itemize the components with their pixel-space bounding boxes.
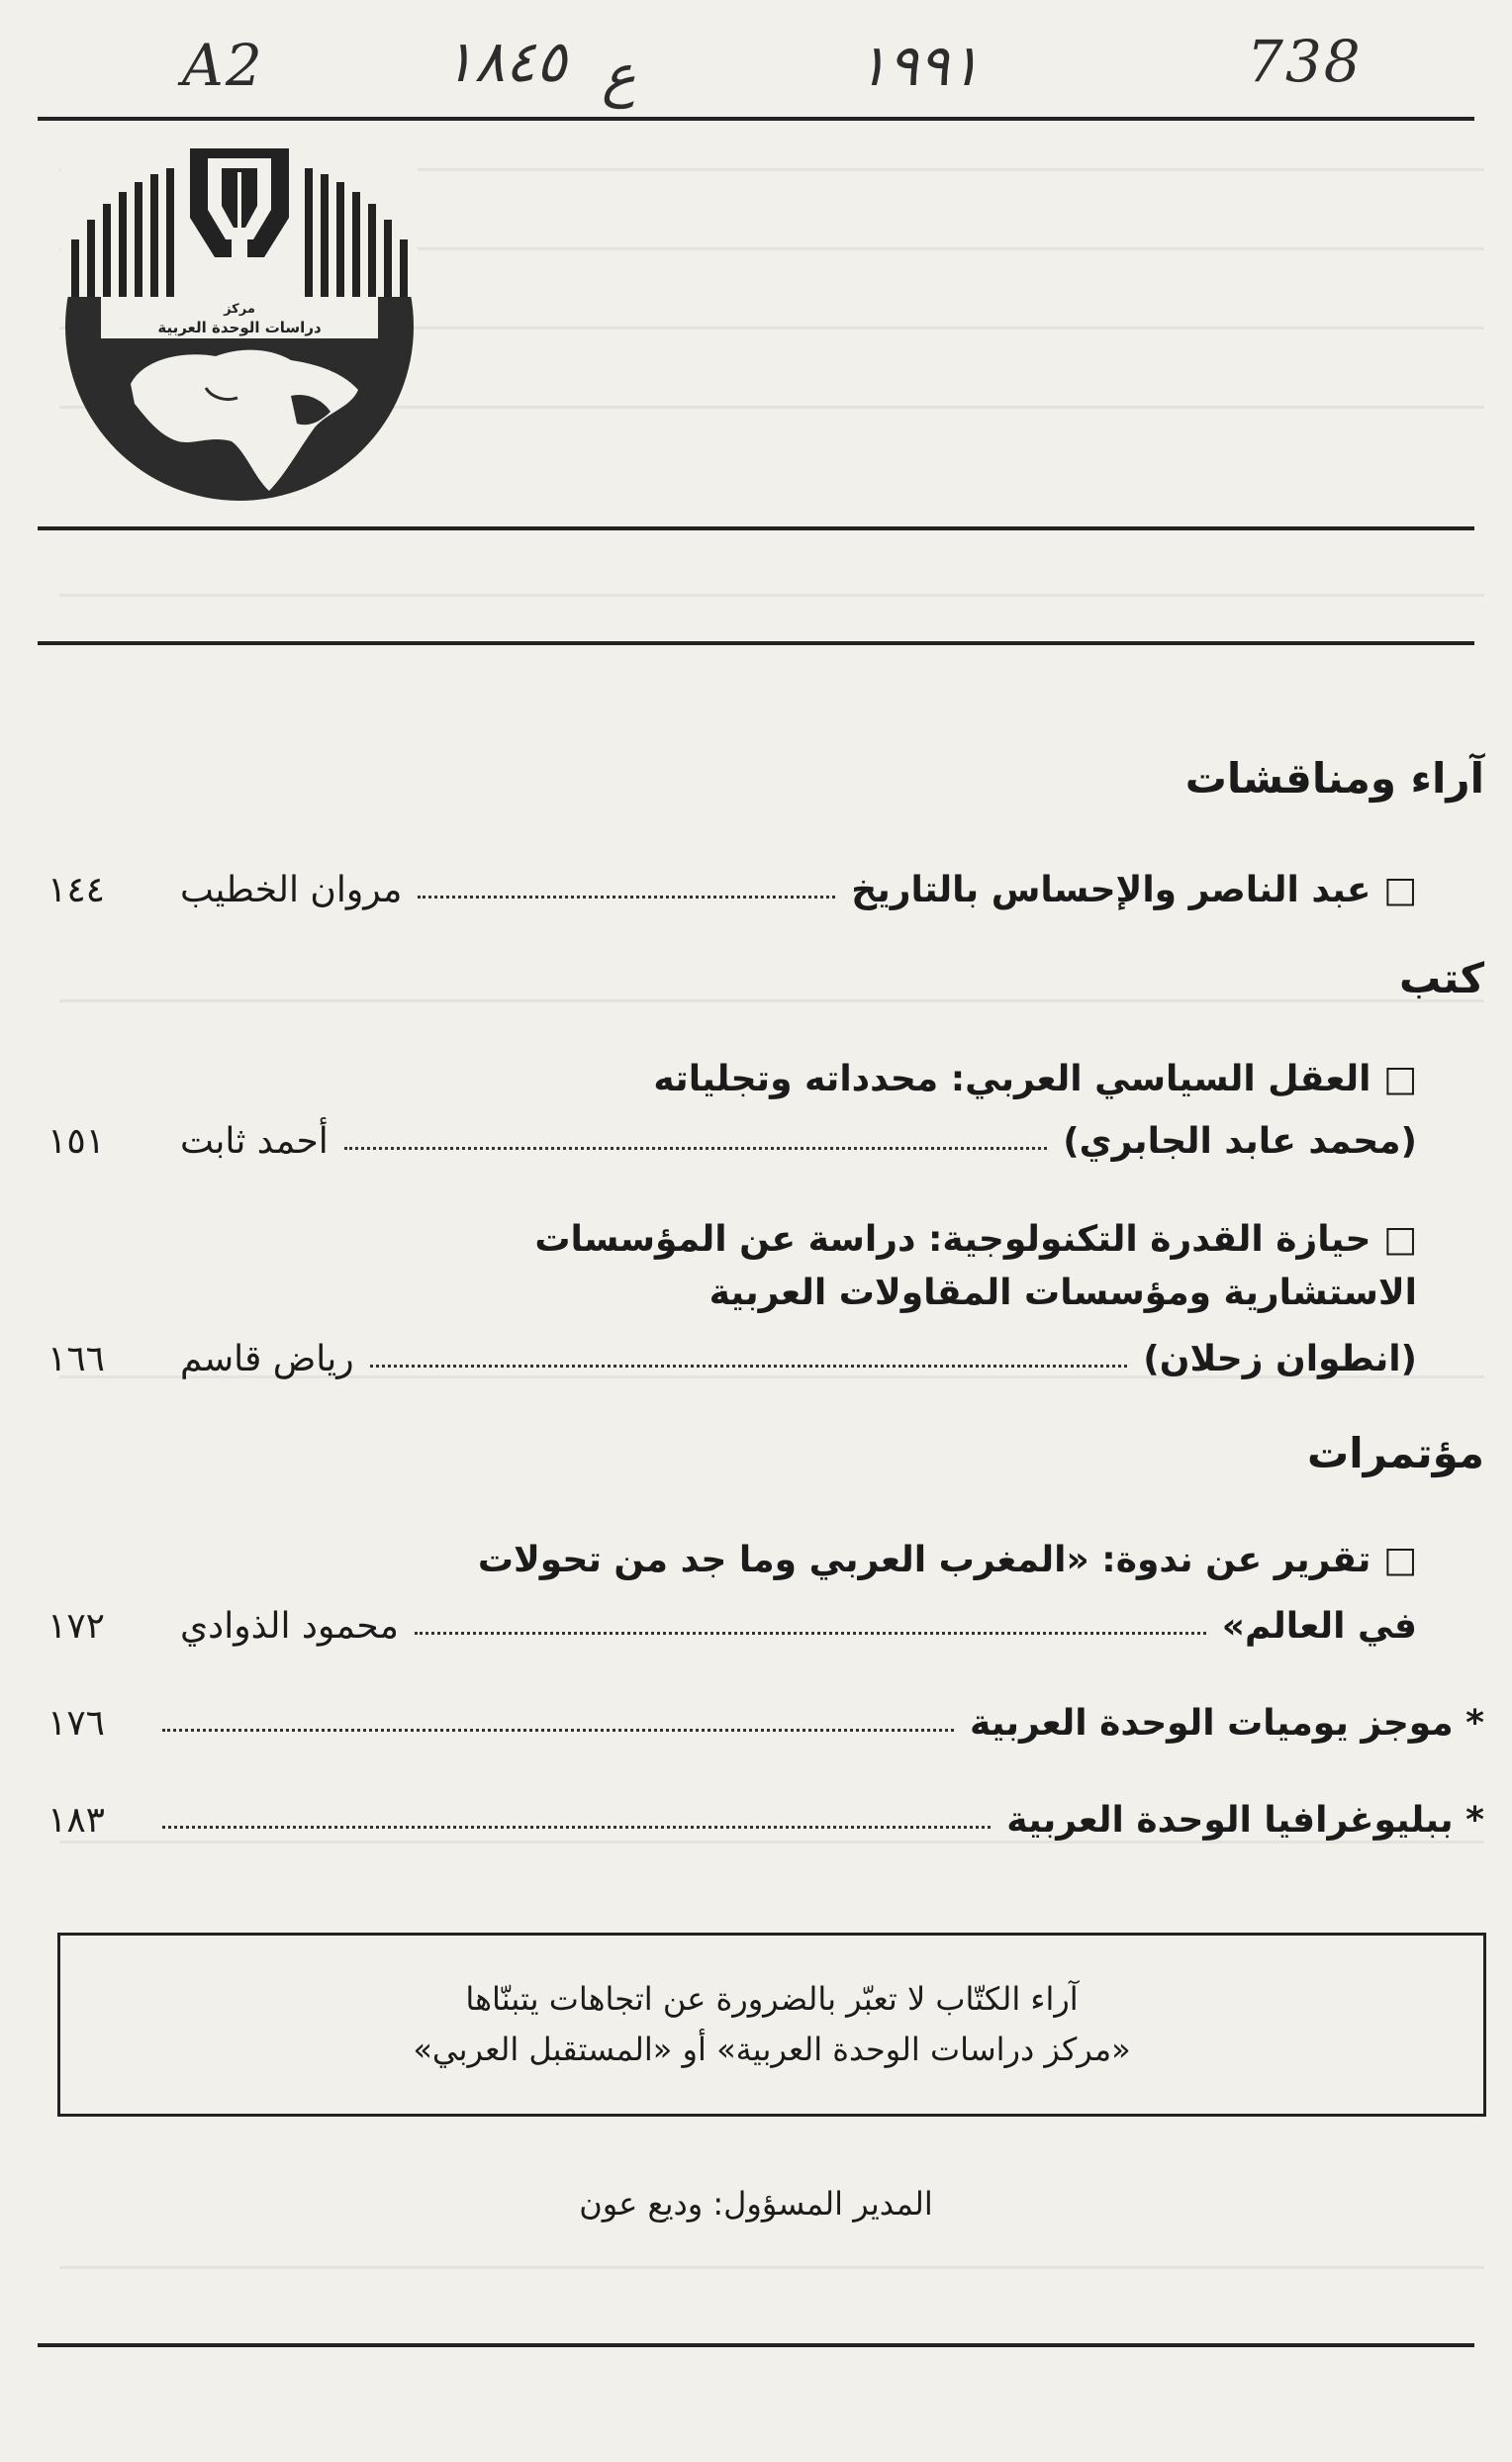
handwritten-number: ١٨٤٥ <box>443 28 567 95</box>
entry-title-line: الاستشارية ومؤسسات المقاولات العربية <box>709 1273 1417 1313</box>
leader-dots <box>162 1826 991 1829</box>
top-rule <box>38 117 1474 121</box>
toc-entry[interactable] <box>47 1326 1417 1379</box>
checkbox-marker: □ <box>1382 870 1417 910</box>
entry-title-line: (انطوان زحلان) <box>1143 1339 1417 1379</box>
section-title: آراء ومناقشات <box>1184 754 1484 803</box>
header-rule <box>38 526 1474 530</box>
leader-dots <box>344 1147 1047 1150</box>
checkbox-marker: □ <box>1382 1540 1417 1580</box>
entry-title: عبد الناصر والإحساس بالتاريخ <box>851 870 1371 910</box>
entry-page: ١٧٢ <box>47 1606 106 1647</box>
toc-entry-title[interactable] <box>230 1213 1417 1320</box>
logo-caption: دراسات الوحدة العربية <box>157 319 322 336</box>
entry-title: ببليوغرافيا الوحدة العربية <box>1006 1800 1454 1841</box>
toc-entry-title[interactable] <box>230 1053 1417 1106</box>
star-marker: * <box>1465 1800 1484 1841</box>
entry-author: رياض قاسم <box>180 1339 354 1379</box>
entry-title: موجز يوميات الوحدة العربية <box>970 1703 1454 1744</box>
toc-entry[interactable] <box>47 857 1417 910</box>
handwritten-letter: ع <box>602 42 636 109</box>
toc-entry[interactable] <box>47 1690 1484 1744</box>
toc-entry[interactable] <box>47 1108 1417 1162</box>
entry-title-line: تقرير عن ندوة: «المغرب العربي وما جد من تحولات <box>477 1540 1371 1580</box>
toc-entry[interactable] <box>47 1593 1417 1647</box>
handwritten-page: 738 <box>1247 28 1363 95</box>
star-marker: * <box>1465 1703 1484 1744</box>
entry-title-line: (محمد عابد الجابري) <box>1063 1121 1417 1162</box>
entry-page: ١٤٤ <box>47 870 106 910</box>
bottom-rule <box>38 2343 1474 2347</box>
leader-dots <box>415 1632 1206 1635</box>
entry-title-line: العقل السياسي العربي: محدداته وتجلياته <box>653 1059 1371 1099</box>
entry-author: مروان الخطيب <box>180 870 403 910</box>
handwritten-year: ١٩٩١ <box>857 32 981 99</box>
entry-title-line: حيازة القدرة التكنولوجية: دراسة عن المؤسسات <box>534 1219 1371 1260</box>
section-title: كتب <box>1398 954 1484 1002</box>
disclaimer-line: آراء الكتّاب لا تعبّر بالضرورة عن اتجاهات يتبنّاها <box>465 1979 1079 2018</box>
toc-entry[interactable] <box>47 1787 1484 1841</box>
bleed-line <box>59 2266 1484 2269</box>
header-rule <box>38 641 1474 645</box>
handwritten-code: A2 <box>182 32 264 99</box>
entry-page: ١٨٣ <box>47 1800 106 1841</box>
bleed-through-heading <box>712 265 1465 443</box>
checkbox-marker: □ <box>1382 1219 1417 1260</box>
managing-editor: المدير المسؤول: وديع عون <box>579 2185 933 2223</box>
disclaimer-box <box>57 1933 1486 2117</box>
bleed-line <box>59 594 1484 597</box>
leader-dots <box>370 1365 1128 1368</box>
entry-page: ١٧٦ <box>47 1703 106 1744</box>
leader-dots <box>162 1729 954 1732</box>
entry-author: محمود الذوادي <box>180 1606 399 1647</box>
checkbox-marker: □ <box>1382 1059 1417 1099</box>
bleed-line <box>59 1841 1484 1844</box>
logo-top-text: مركز <box>224 302 255 317</box>
bleed-line <box>59 999 1484 1002</box>
leader-dots <box>418 896 835 899</box>
entry-page: ١٥١ <box>47 1121 106 1162</box>
entry-author: أحمد ثابت <box>180 1121 329 1162</box>
logo-emblem <box>61 148 418 505</box>
entry-title-line: في العالم» <box>1221 1606 1417 1647</box>
disclaimer-line: «مركز دراسات الوحدة العربية» أو «المستقبل العربي» <box>413 2031 1131 2068</box>
section-title: مؤتمرات <box>1307 1429 1484 1477</box>
toc-entry-title[interactable] <box>230 1534 1417 1587</box>
entry-page: ١٦٦ <box>47 1339 106 1379</box>
